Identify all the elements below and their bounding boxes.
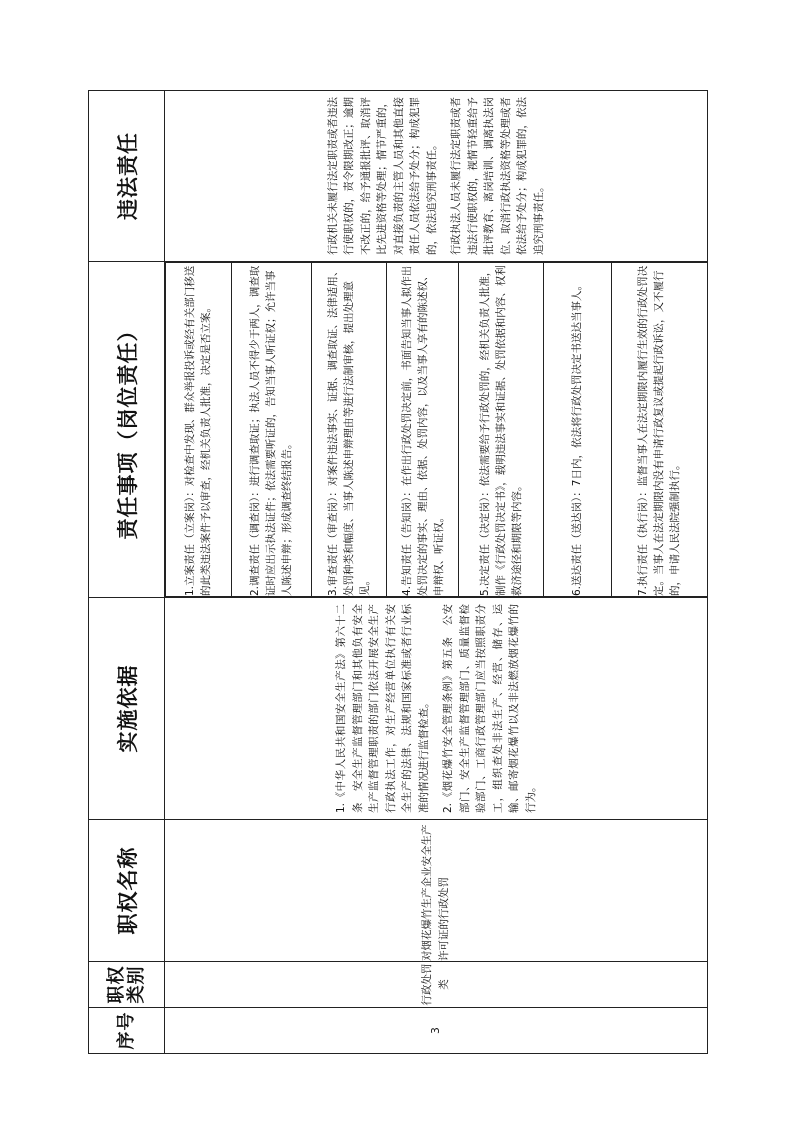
row-seq: 3 xyxy=(165,1008,708,1054)
basis-item: 1.《中华人民共和国安全生产法》第六十二条 安全生产监督管理部门和其他负有安全生产监督管理职责的部门依法开展安全生产行政执法工作，对生产经营单位执行有关安全生产的法律、法规和国家标准或者行业标准的情况进行监督检查。 xyxy=(335,604,430,813)
liability-item: 行政机关未履行法定职责或者违法行使职权的，责令限期改正；逾期不改正的，给予通报批评、取消评比先进资格等处理；情节严重的，对直接负责的主管人员和其他直接责任人员依法给予处分；构成犯罪的，依法追究刑事责任。 xyxy=(326,97,438,255)
duty-item: 1.立案责任（立案岗）：对检查中发现、群众举报投诉或经有关部门移送的此类违法案件予以审查，经机关负责人批准，决定是否立案。 xyxy=(166,263,232,597)
header-category: 职权类别 xyxy=(89,962,165,1008)
row-liability xyxy=(165,91,708,262)
power-list-table xyxy=(88,90,708,1054)
duty-item: 3.审查责任（审查岗）：对案件违法事实、证据、调查取证、法律适用、处罚种类和幅度、当事人陈述申辩理由等进行法制审核，提出处理意见。 xyxy=(311,263,386,597)
duty-item: 5.决定责任（决定岗）：依法需要给予行政处罚的，经机关负责人批准，制作《行政处罚决定书》，载明违法事实和证据、处罚依据和内容、权利救济途径和期限等内容。 xyxy=(459,263,543,597)
duty-item: 4.告知责任（告知岗）：在作出行政处罚决定前，书面告知当事人拟作出处罚决定的事实、理由、依据、处罚内容，以及当事人享有的陈述权、申辩权、听证权。 xyxy=(386,263,459,597)
row-category: 行政处罚类 xyxy=(165,962,708,1008)
header-liability: 违法责任 xyxy=(89,91,165,262)
duties-list xyxy=(165,262,707,597)
header-name: 职权名称 xyxy=(89,820,165,962)
header-row xyxy=(89,91,165,1054)
duty-item: 7.执行责任（执行岗）：监督当事人在法定期限内履行生效的行政处罚决定。当事人在法定期限内没有申请行政复议或提起行政诉讼，又不履行的，申请人民法院强制执行。 xyxy=(611,263,707,597)
header-basis: 实施依据 xyxy=(89,598,165,820)
row-duties xyxy=(165,262,708,598)
row-name: 对烟花爆竹生产企业安全生产许可证的行政处罚 xyxy=(165,820,708,962)
duty-item: 6.送达责任（送达岗）：7日内，依法将行政处罚决定书送达当事人。 xyxy=(543,263,611,597)
liability-item: 行政执法人员未履行法定职责或者违法行使职权的，视情节轻重给予批评教育、离岗培训、调离执法岗位、取消行政执法资格等处理或者依法给予处分；构成犯罪的，依法追究刑事责任。 xyxy=(450,97,545,255)
basis-item: 2.《烟花爆竹安全管理条例》第五条 公安部门、安全生产监督管理部门、质量监督检验部门、工商行政管理部门应当按照职责分工，组织查处非法生产、经营、储存、运输、邮寄烟花爆竹以及非法燃放烟花爆竹的行为。 xyxy=(442,604,537,813)
header-seq: 序号 xyxy=(89,1008,165,1054)
header-duties: 责任事项（岗位责任） xyxy=(89,262,165,598)
row-basis xyxy=(165,598,708,820)
table-row xyxy=(165,91,708,1054)
duty-item: 2.调查责任（调查岗）：进行调查取证；执法人员不得少于两人，调查取证时应出示执法证件；依法需要听证的，告知当事人听证权；允许当事人陈述申辩；形成调查终结报告。 xyxy=(231,263,311,597)
